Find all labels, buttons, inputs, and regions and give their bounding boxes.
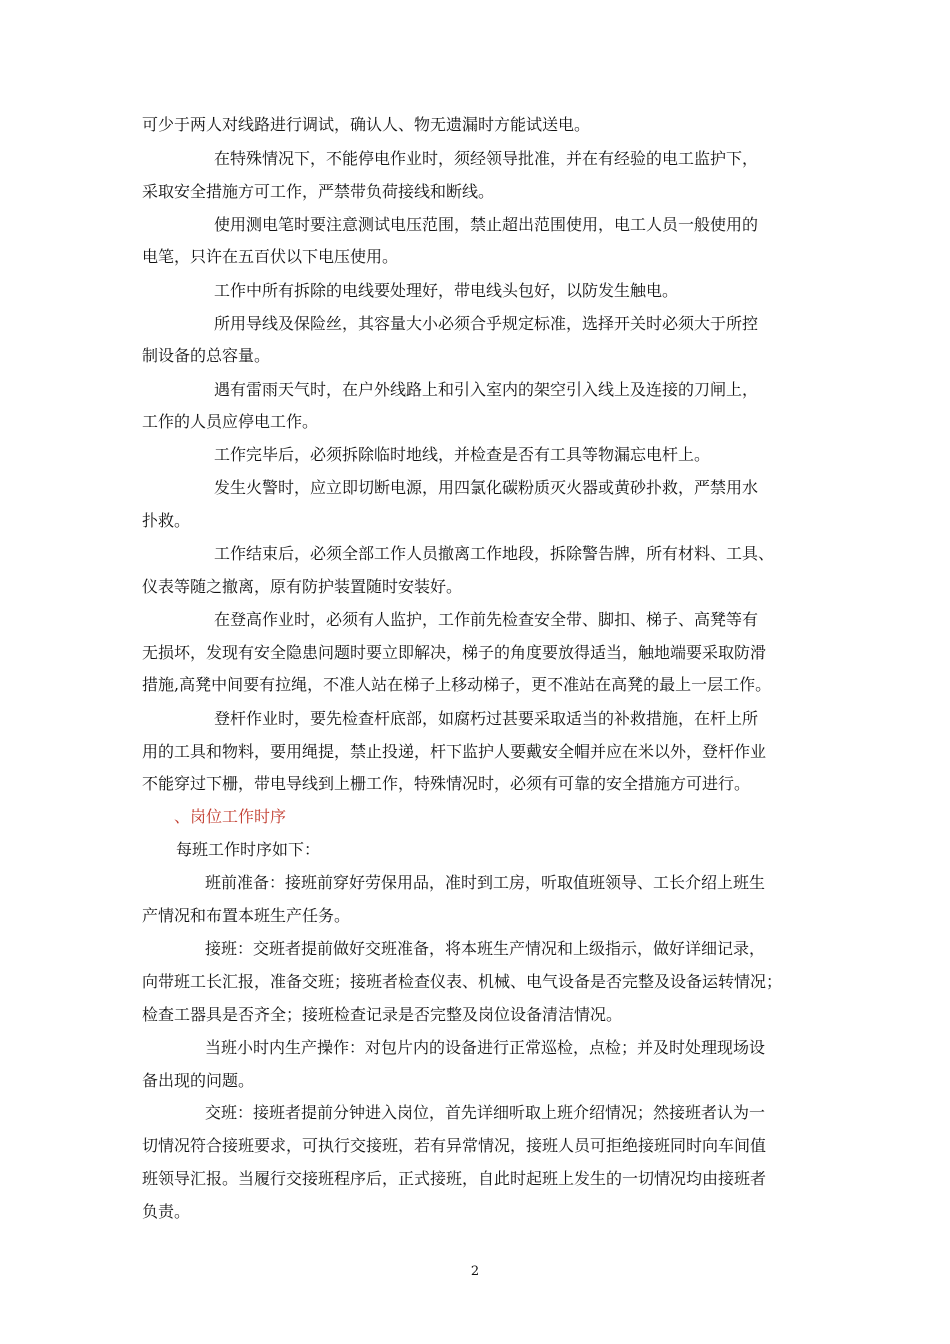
text-line: 扑救。 xyxy=(142,511,191,530)
text-line: 切情况符合接班要求，可执行交接班，若有异常情况，接班人员可拒绝接班同时向车间值 xyxy=(142,1136,767,1155)
paragraph-start: 在登高作业时，必须有人监护，工作前先检查安全带、脚扣、梯子、高凳等有 xyxy=(214,610,759,629)
text-line: 负责。 xyxy=(142,1202,191,1221)
text-line: 不能穿过下栅，带电导线到上栅工作，特殊情况时，必须有可靠的安全措施方可进行。 xyxy=(142,774,751,793)
paragraph-start: 登杆作业时，要先检查杆底部，如腐朽过甚要采取适当的补救措施，在杆上所 xyxy=(214,709,759,728)
text-line: 制设备的总容量。 xyxy=(142,346,271,365)
page-number: 2 xyxy=(470,1264,480,1279)
paragraph-start: 每班工作时序如下： xyxy=(176,840,321,859)
text-line: 仪表等随之撤离，原有防护装置随时安装好。 xyxy=(142,577,463,596)
paragraph-start: 所用导线及保险丝，其容量大小必须合乎规定标准，选择开关时必须大于所控 xyxy=(214,314,759,333)
text-line: 可少于两人对线路进行调试，确认人、物无遗漏时方能试送电。 xyxy=(142,115,591,134)
text-line: 采取安全措施方可工作，严禁带负荷接线和断线。 xyxy=(142,182,495,201)
text-line: 向带班工长汇报，准备交班；接班者检查仪表、机械、电气设备是否完整及设备运转情况； xyxy=(142,972,783,991)
text-line: 措施,高凳中间要有拉绳，不准人站在梯子上移动梯子，更不准站在高凳的最上一层工作。 xyxy=(142,675,772,694)
paragraph-start: 遇有雷雨天气时，在户外线路上和引入室内的架空引入线上及连接的刀闸上， xyxy=(214,380,759,399)
text-line: 检查工器具是否齐全；接班检查记录是否完整及岗位设备清洁情况。 xyxy=(142,1005,623,1024)
paragraph-start: 工作中所有拆除的电线要处理好，带电线头包好，以防发生触电。 xyxy=(214,281,679,300)
section-heading: 、岗位工作时序 xyxy=(174,807,287,826)
text-line: 班领导汇报。当履行交接班程序后，正式接班，自此时起班上发生的一切情况均由接班者 xyxy=(142,1169,767,1188)
text-line: 工作的人员应停电工作。 xyxy=(142,412,319,431)
text-line: 产情况和布置本班生产任务。 xyxy=(142,906,351,925)
paragraph-start: 工作完毕后，必须拆除临时地线，并检查是否有工具等物漏忘电杆上。 xyxy=(214,445,711,464)
text-line: 备出现的问题。 xyxy=(142,1071,255,1090)
text-line: 用的工具和物料，要用绳提，禁止投递，杆下监护人要戴安全帽并应在米以外，登杆作业 xyxy=(142,742,767,761)
text-line: 电笔，只许在五百伏以下电压使用。 xyxy=(142,247,399,266)
paragraph-start: 工作结束后，必须全部工作人员撤离工作地段，拆除警告牌，所有材料、工具、 xyxy=(214,544,775,563)
paragraph-start: 交班：接班者提前分钟进入岗位，首先详细听取上班介绍情况；然接班者认为一 xyxy=(205,1103,766,1122)
paragraph-start: 发生火警时，应立即切断电源，用四氯化碳粉质灭火器或黄砂扑救，严禁用水 xyxy=(214,478,759,497)
paragraph-start: 使用测电笔时要注意测试电压范围，禁止超出范围使用，电工人员一般使用的 xyxy=(214,215,759,234)
paragraph-start: 接班：交班者提前做好交班准备，将本班生产情况和上级指示，做好详细记录， xyxy=(205,939,766,958)
paragraph-start: 在特殊情况下，不能停电作业时，须经领导批准，并在有经验的电工监护下， xyxy=(214,149,759,168)
paragraph-start: 班前准备：接班前穿好劳保用品，准时到工房，听取值班领导、工长介绍上班生 xyxy=(205,873,766,892)
text-line: 无损坏，发现有安全隐患问题时要立即解决，梯子的角度要放得适当，触地端要采取防滑 xyxy=(142,643,767,662)
paragraph-start: 当班小时内生产操作：对包片内的设备进行正常巡检，点检；并及时处理现场设 xyxy=(205,1038,766,1057)
